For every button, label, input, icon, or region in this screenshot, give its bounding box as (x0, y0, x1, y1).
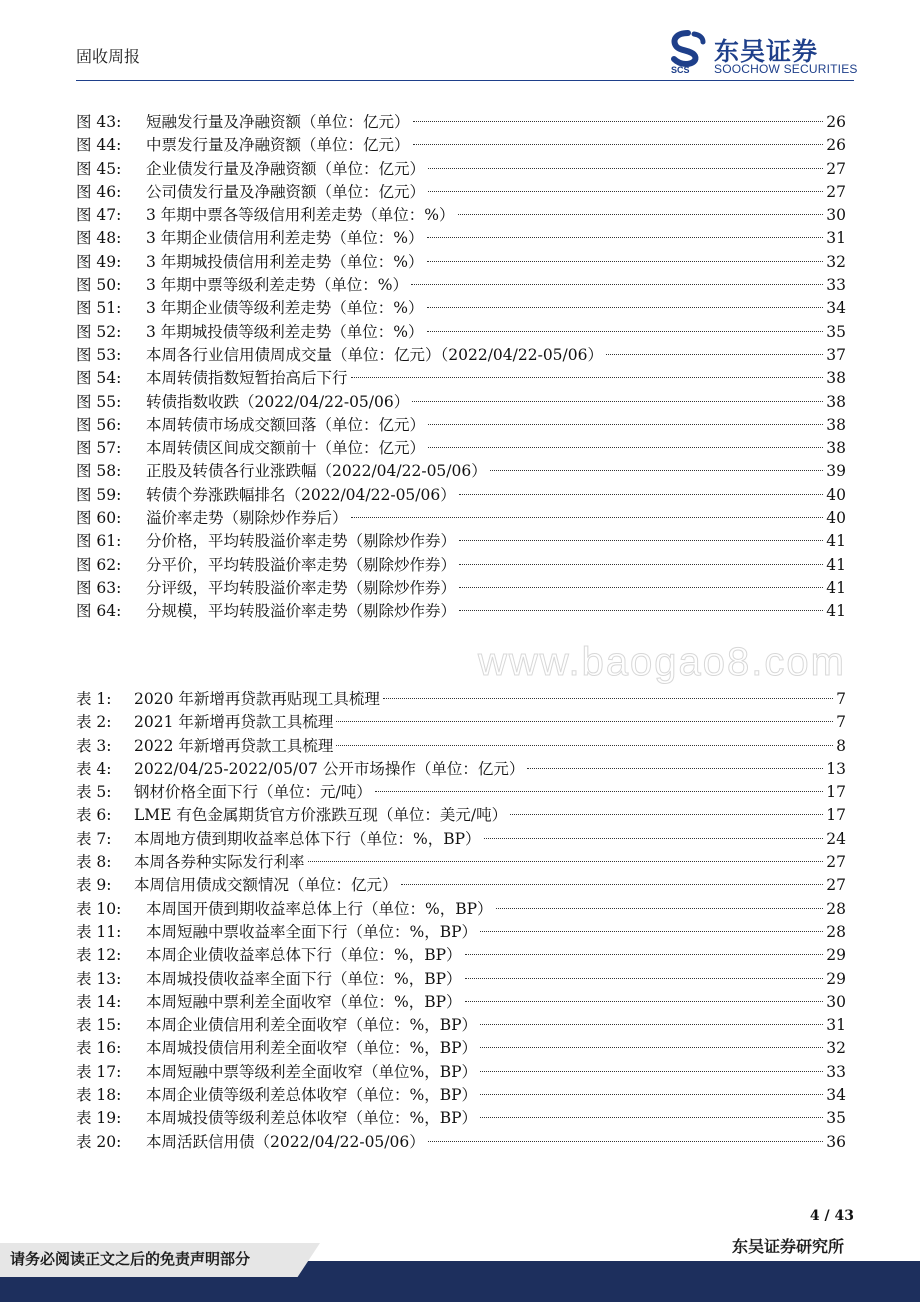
toc-entry[interactable] (76, 968, 846, 991)
toc-dot-leader (606, 354, 823, 355)
toc-dot-leader (428, 447, 823, 448)
toc-entry-title: 3 年期企业债等级利差走势（单位：%） (146, 299, 424, 318)
toc-entry[interactable] (76, 711, 846, 734)
toc-entry-title: 本周企业债信用利差全面收窄（单位：%，BP） (146, 1016, 478, 1035)
toc-dot-leader (427, 261, 824, 262)
toc-dot-leader (413, 144, 824, 145)
toc-entry-title: 本周信用债成交额情况（单位：亿元） (134, 876, 398, 895)
toc-entry-label: 表 3: (76, 736, 112, 755)
toc-dot-leader (428, 168, 823, 169)
company-logo (668, 30, 858, 76)
toc-entry-title: 本周短融中票收益率全面下行（单位：%，BP） (146, 922, 478, 941)
toc-entry[interactable] (76, 158, 846, 181)
toc-entry-page: 38 (826, 439, 846, 458)
toc-dot-leader (413, 121, 824, 122)
toc-entry-title: 转债个券涨跌幅排名（2022/04/22-05/06） (146, 485, 456, 504)
toc-entry-title: 2022 年新增再贷款工具梳理 (134, 736, 334, 755)
toc-entry[interactable] (76, 1107, 846, 1130)
toc-entry-label: 图 58: (76, 462, 122, 481)
figure-list (76, 111, 846, 624)
toc-entry-label: 表 11: (76, 922, 122, 941)
toc-dot-leader (480, 931, 823, 932)
page-number: 4 / 43 (809, 1208, 854, 1224)
toc-entry-page: 28 (826, 922, 846, 941)
toc-entry-page: 35 (826, 1109, 846, 1128)
toc-entry-label: 图 54: (76, 369, 122, 388)
toc-entry-page: 32 (826, 252, 846, 271)
toc-dot-leader (465, 954, 824, 955)
toc-entry-title: 本周企业债等级利差总体收窄（单位：%，BP） (146, 1086, 478, 1105)
toc-entry-label: 图 50: (76, 276, 122, 295)
toc-entry-page: 36 (826, 1132, 846, 1151)
toc-dot-leader (459, 587, 823, 588)
toc-dot-leader (427, 307, 824, 308)
toc-entry-page: 30 (826, 206, 846, 225)
toc-entry-title: 本周各行业信用债周成交量（单位：亿元）（2022/04/22-05/06） (146, 345, 603, 364)
toc-entry-title: 本周转债指数短暂抬高后下行 (146, 369, 348, 388)
toc-entry-label: 图 62: (76, 555, 122, 574)
toc-entry-title: 2022/04/25-2022/05/07 公开市场操作（单位：亿元） (134, 759, 525, 778)
toc-entry[interactable] (76, 391, 846, 414)
toc-dot-leader (496, 908, 824, 909)
toc-entry-label: 表 16: (76, 1039, 122, 1058)
toc-entry[interactable] (76, 484, 846, 507)
toc-dot-leader (465, 1001, 824, 1002)
logo-mark-icon (668, 30, 708, 74)
toc-entry-page: 27 (826, 876, 846, 895)
toc-entry[interactable] (76, 204, 846, 227)
toc-entry-page: 30 (826, 992, 846, 1011)
toc-entry[interactable] (76, 577, 846, 600)
toc-entry-title: 3 年期城投债等级利差走势（单位：%） (146, 322, 424, 341)
logo-chinese-name: 东吴证券 (714, 37, 819, 66)
toc-entry-title: 本周国开债到期收益率总体上行（单位：%，BP） (146, 899, 493, 918)
toc-entry-page: 7 (836, 713, 846, 732)
toc-entry-label: 表 1: (76, 690, 112, 708)
toc-entry-page: 31 (826, 229, 846, 248)
toc-dot-leader (401, 884, 824, 885)
toc-entry-title: 公司债发行量及净融资额（单位：亿元） (146, 182, 426, 201)
toc-entry-label: 图 59: (76, 485, 122, 504)
toc-entry-label: 表 19: (76, 1109, 122, 1128)
toc-entry-page: 41 (826, 578, 846, 597)
toc-entry[interactable] (76, 437, 846, 460)
toc-entry-label: 表 17: (76, 1062, 122, 1081)
toc-entry-page: 27 (826, 182, 846, 201)
toc-entry-label: 图 57: (76, 439, 122, 458)
toc-entry-label: 图 47: (76, 206, 122, 225)
toc-entry-page: 7 (836, 690, 846, 708)
toc-entry-page: 17 (826, 783, 846, 802)
toc-entry-title: 分规模，平均转股溢价率走势（剔除炒作券） (146, 602, 457, 621)
toc-entry-page: 8 (836, 736, 846, 755)
toc-entry-label: 图 61: (76, 532, 122, 551)
toc-entry[interactable] (76, 851, 846, 874)
toc-entry-title: 3 年期企业债信用利差走势（单位：%） (146, 229, 424, 248)
toc-entry-title: 本周地方债到期收益率总体下行（单位：%，BP） (134, 829, 481, 848)
toc-entry-title: 分评级，平均转股溢价率走势（剔除炒作券） (146, 578, 457, 597)
toc-entry[interactable] (76, 600, 846, 623)
toc-entry-title: 中票发行量及净融资额（单位：亿元） (146, 136, 410, 155)
toc-entry[interactable] (76, 111, 846, 134)
toc-entry-label: 表 7: (76, 829, 112, 848)
toc-entry-label: 表 2: (76, 713, 112, 732)
watermark: www.baogao8.com (478, 640, 846, 684)
toc-dot-leader (484, 838, 824, 839)
toc-entry-page: 35 (826, 322, 846, 341)
toc-entry-page: 29 (826, 946, 846, 965)
toc-entry[interactable] (76, 944, 846, 967)
toc-entry-label: 图 45: (76, 159, 122, 178)
toc-entry-title: 溢价率走势（剔除炒作券后） (146, 509, 348, 528)
toc-entry-label: 图 56: (76, 415, 122, 434)
toc-entry-label: 图 52: (76, 322, 122, 341)
toc-entry-title: 3 年期中票等级利差走势（单位：%） (146, 276, 409, 295)
toc-dot-leader (465, 978, 824, 979)
toc-entry-title: 2021 年新增再贷款工具梳理 (134, 713, 334, 732)
toc-entry[interactable] (76, 1131, 846, 1154)
toc-entry-page: 33 (826, 276, 846, 295)
toc-dot-leader (375, 791, 824, 792)
toc-entry-page: 32 (826, 1039, 846, 1058)
toc-entry[interactable] (76, 1014, 846, 1037)
toc-entry[interactable] (76, 735, 846, 758)
toc-entry-title: 转债指数收跌（2022/04/22-05/06） (146, 392, 410, 411)
toc-entry-title: 3 年期中票各等级信用利差走势（单位：%） (146, 206, 455, 225)
table-list (76, 688, 846, 1154)
toc-dot-leader (351, 517, 824, 518)
toc-dot-leader (411, 284, 823, 285)
toc-entry-title: 本周城投债信用利差全面收窄（单位：%，BP） (146, 1039, 478, 1058)
toc-dot-leader (510, 814, 823, 815)
toc-entry-title: 3 年期城投债信用利差走势（单位：%） (146, 252, 424, 271)
toc-entry-page: 29 (826, 969, 846, 988)
toc-entry-label: 图 60: (76, 509, 122, 528)
toc-entry[interactable] (76, 1037, 846, 1060)
toc-dot-leader (351, 377, 824, 378)
toc-entry[interactable] (76, 507, 846, 530)
toc-entry-page: 40 (826, 485, 846, 504)
toc-entry-title: 短融发行量及净融资额（单位：亿元） (146, 113, 410, 131)
toc-entry-label: 表 12: (76, 946, 122, 965)
toc-entry-page: 34 (826, 1086, 846, 1105)
toc-entry-label: 图 49: (76, 252, 122, 271)
toc-entry[interactable] (76, 414, 846, 437)
toc-entry-title: 钢材价格全面下行（单位：元/吨） (134, 783, 372, 802)
toc-dot-leader (459, 540, 823, 541)
toc-entry[interactable] (76, 134, 846, 157)
toc-dot-leader (459, 610, 823, 611)
toc-entry[interactable] (76, 274, 846, 297)
toc-entry-title: 本周短融中票等级利差全面收窄（单位%，BP） (146, 1062, 478, 1081)
toc-entry-label: 图 46: (76, 182, 122, 201)
svg-text:SCS: SCS (671, 65, 690, 74)
toc-dot-leader (480, 1024, 823, 1025)
toc-entry-page: 39 (826, 462, 846, 481)
toc-entry-page: 41 (826, 532, 846, 551)
toc-entry-label: 表 15: (76, 1016, 122, 1035)
toc-entry-page: 41 (826, 602, 846, 621)
toc-entry-label: 表 10: (76, 899, 122, 918)
toc-entry-page: 38 (826, 415, 846, 434)
toc-dot-leader (412, 401, 823, 402)
toc-entry-page: 28 (826, 899, 846, 918)
toc-entry[interactable] (76, 781, 846, 804)
toc-entry-page: 40 (826, 509, 846, 528)
toc-entry[interactable] (76, 1061, 846, 1084)
toc-entry[interactable] (76, 688, 846, 711)
toc-entry-label: 图 55: (76, 392, 122, 411)
toc-dot-leader (459, 564, 823, 565)
toc-entry-label: 表 14: (76, 992, 122, 1011)
toc-entry[interactable] (76, 804, 846, 827)
toc-dot-leader (527, 768, 823, 769)
toc-entry-page: 26 (826, 136, 846, 155)
toc-entry-title: 本周转债市场成交额回落（单位：亿元） (146, 415, 426, 434)
toc-entry[interactable] (76, 297, 846, 320)
toc-entry-title: 分价格，平均转股溢价率走势（剔除炒作券） (146, 532, 457, 551)
disclaimer-text: 请务必阅读正文之后的免责声明部分 (10, 1250, 251, 1268)
toc-dot-leader (428, 424, 823, 425)
toc-entry-page: 33 (826, 1062, 846, 1081)
toc-entry-title: 正股及转债各行业涨跌幅（2022/04/22-05/06） (146, 462, 487, 481)
toc-dot-leader (427, 331, 824, 332)
toc-entry-label: 图 43: (76, 113, 122, 131)
toc-entry-label: 表 6: (76, 806, 112, 825)
toc-dot-leader (427, 237, 824, 238)
toc-dot-leader (383, 698, 833, 699)
toc-entry-title: 本周企业债收益率总体下行（单位：%，BP） (146, 946, 462, 965)
toc-entry-title: 企业债发行量及净融资额（单位：亿元） (146, 159, 426, 178)
toc-entry[interactable] (76, 460, 846, 483)
toc-entry[interactable] (76, 251, 846, 274)
toc-entry-label: 表 9: (76, 876, 112, 895)
toc-entry-label: 图 64: (76, 602, 122, 621)
toc-dot-leader (480, 1047, 823, 1048)
toc-dot-leader (428, 1141, 824, 1142)
toc-entry-label: 表 5: (76, 783, 112, 802)
institute-name: 东吴证券研究所 (731, 1237, 844, 1256)
toc-entry[interactable] (76, 530, 846, 553)
toc-dot-leader (480, 1094, 823, 1095)
toc-dot-leader (308, 861, 824, 862)
toc-entry-label: 图 48: (76, 229, 122, 248)
toc-dot-leader (480, 1117, 823, 1118)
toc-entry-label: 表 8: (76, 853, 112, 872)
toc-entry[interactable] (76, 344, 846, 367)
report-type-title: 固收周报 (76, 47, 141, 66)
toc-dot-leader (336, 721, 833, 722)
toc-entry-label: 图 51: (76, 299, 122, 318)
toc-entry[interactable] (76, 874, 846, 897)
toc-entry-page: 27 (826, 159, 846, 178)
toc-dot-leader (428, 191, 823, 192)
toc-entry[interactable] (76, 758, 846, 781)
toc-entry-label: 表 18: (76, 1086, 122, 1105)
header-divider (76, 80, 854, 81)
toc-entry[interactable] (76, 991, 846, 1014)
toc-dot-leader (459, 494, 824, 495)
toc-entry-page: 38 (826, 369, 846, 388)
toc-entry-title: 2020 年新增再贷款再贴现工具梳理 (134, 690, 380, 708)
toc-entry-page: 17 (826, 806, 846, 825)
logo-english-name: SOOCHOW SECURITIES (714, 62, 858, 76)
toc-entry[interactable] (76, 828, 846, 851)
toc-entry-page: 37 (826, 345, 846, 364)
toc-entry-label: 表 20: (76, 1132, 122, 1151)
toc-entry-title: 本周各券种实际发行利率 (134, 853, 305, 872)
toc-entry-title: 本周活跃信用债（2022/04/22-05/06） (146, 1132, 425, 1151)
toc-dot-leader (480, 1071, 823, 1072)
toc-entry-page: 41 (826, 555, 846, 574)
toc-entry-label: 图 63: (76, 578, 122, 597)
toc-entry-page: 13 (826, 759, 846, 778)
toc-entry-title: 本周短融中票利差全面收窄（单位：%，BP） (146, 992, 462, 1011)
toc-entry[interactable] (76, 181, 846, 204)
toc-entry-title: 本周城投债收益率全面下行（单位：%，BP） (146, 969, 462, 988)
toc-entry-label: 表 13: (76, 969, 122, 988)
toc-entry-title: 本周城投债等级利差总体收窄（单位：%，BP） (146, 1109, 478, 1128)
toc-entry[interactable] (76, 227, 846, 250)
toc-entry-label: 图 44: (76, 136, 122, 155)
toc-entry[interactable] (76, 321, 846, 344)
toc-entry[interactable] (76, 898, 846, 921)
toc-dot-leader (336, 745, 833, 746)
toc-entry-page: 38 (826, 392, 846, 411)
toc-entry-label: 表 4: (76, 759, 112, 778)
toc-entry[interactable] (76, 921, 846, 944)
toc-dot-leader (458, 214, 824, 215)
toc-entry-title: LME 有色金属期货官方价涨跌互现（单位：美元/吨） (134, 806, 508, 825)
toc-entry-page: 24 (826, 829, 846, 848)
toc-entry-page: 26 (826, 113, 846, 131)
toc-entry-page: 34 (826, 299, 846, 318)
toc-entry-title: 分平价，平均转股溢价率走势（剔除炒作券） (146, 555, 457, 574)
toc-entry[interactable] (76, 1084, 846, 1107)
toc-entry-title: 本周转债区间成交额前十（单位：亿元） (146, 439, 426, 458)
toc-entry[interactable] (76, 367, 846, 390)
toc-entry-label: 图 53: (76, 345, 122, 364)
toc-entry[interactable] (76, 554, 846, 577)
toc-dot-leader (490, 470, 824, 471)
toc-entry-page: 31 (826, 1016, 846, 1035)
toc-entry-page: 27 (826, 853, 846, 872)
